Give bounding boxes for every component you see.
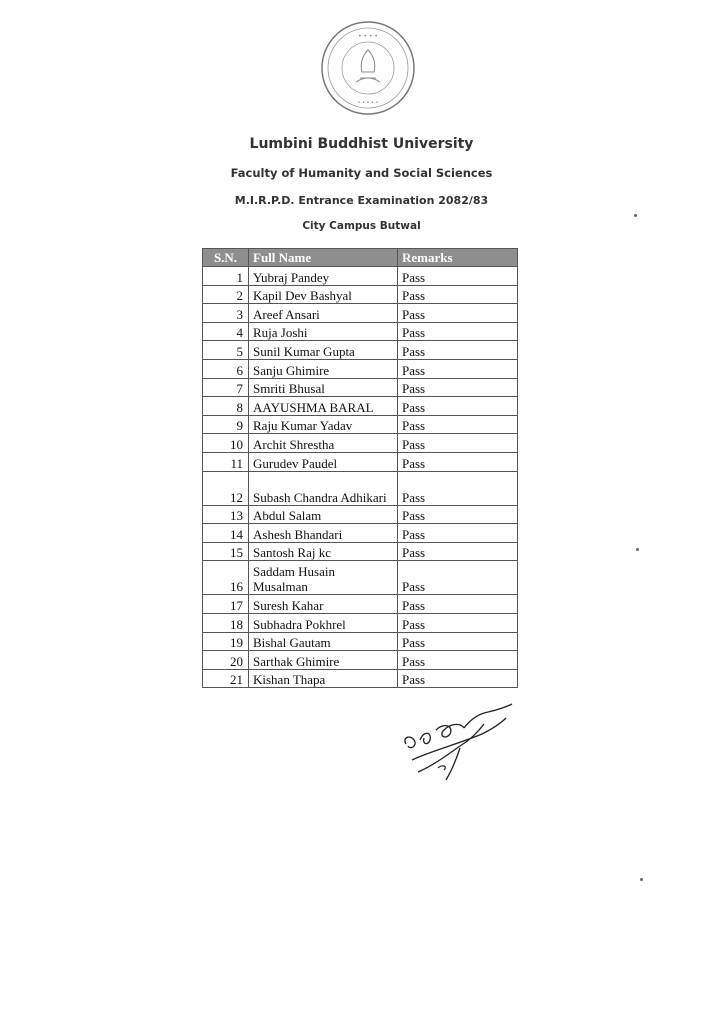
svg-text:• • • •: • • • • (358, 33, 378, 40)
scan-speck (636, 548, 639, 551)
exam-title: M.I.R.P.D. Entrance Examination 2082/83 (234, 194, 489, 207)
row-remarks: Pass (398, 285, 518, 304)
scan-speck (640, 878, 643, 881)
row-sn: 16 (203, 561, 249, 595)
column-header-full-name: Full Name (249, 249, 398, 267)
row-sn: 2 (203, 285, 249, 304)
table-row (203, 452, 518, 471)
row-sn: 17 (203, 595, 249, 614)
row-full-name: Raju Kumar Yadav (249, 415, 398, 434)
row-sn: 9 (203, 415, 249, 434)
table-row (203, 415, 518, 434)
row-remarks: Pass (398, 322, 518, 341)
table-row (203, 267, 518, 286)
table-row (203, 322, 518, 341)
table-row (203, 341, 518, 360)
table-row (203, 471, 518, 505)
row-full-name: Gurudev Paudel (249, 452, 398, 471)
row-full-name: Kapil Dev Bashyal (249, 285, 398, 304)
results-table-body (203, 267, 518, 688)
row-full-name: Areef Ansari (249, 304, 398, 323)
row-sn: 13 (203, 505, 249, 524)
row-full-name: Sanju Ghimire (249, 359, 398, 378)
row-sn: 15 (203, 542, 249, 561)
row-full-name: Ashesh Bhandari (249, 524, 398, 543)
row-remarks: Pass (398, 378, 518, 397)
row-sn: 7 (203, 378, 249, 397)
row-remarks: Pass (398, 304, 518, 323)
table-row (203, 595, 518, 614)
row-sn: 12 (203, 471, 249, 505)
table-row (203, 542, 518, 561)
table-header-row (203, 249, 518, 267)
table-row (203, 397, 518, 416)
university-seal-logo (320, 20, 416, 116)
row-full-name: Smriti Bhusal (249, 378, 398, 397)
row-sn: 20 (203, 651, 249, 670)
column-header-sn: S.N. (203, 249, 249, 267)
results-table (202, 248, 518, 688)
table-row (203, 561, 518, 595)
row-remarks: Pass (398, 651, 518, 670)
row-remarks: Pass (398, 452, 518, 471)
row-full-name: Subash Chandra Adhikari (249, 471, 398, 505)
row-remarks: Pass (398, 561, 518, 595)
row-full-name: Sarthak Ghimire (249, 651, 398, 670)
row-remarks: Pass (398, 267, 518, 286)
row-remarks: Pass (398, 542, 518, 561)
row-remarks: Pass (398, 415, 518, 434)
row-full-name: Yubraj Pandey (249, 267, 398, 286)
row-sn: 5 (203, 341, 249, 360)
row-full-name: Kishan Thapa (249, 669, 398, 688)
campus-name: City Campus Butwal (302, 220, 421, 232)
row-remarks: Pass (398, 359, 518, 378)
row-sn: 6 (203, 359, 249, 378)
table-row (203, 359, 518, 378)
row-full-name: Archit Shrestha (249, 434, 398, 453)
row-sn: 21 (203, 669, 249, 688)
row-full-name: Subhadra Pokhrel (249, 613, 398, 632)
row-sn: 14 (203, 524, 249, 543)
table-row (203, 613, 518, 632)
row-full-name: Santosh Raj kc (249, 542, 398, 561)
row-remarks: Pass (398, 524, 518, 543)
table-row (203, 669, 518, 688)
row-full-name: AAYUSHMA BARAL (249, 397, 398, 416)
row-sn: 11 (203, 452, 249, 471)
row-full-name: Bishal Gautam (249, 632, 398, 651)
row-remarks: Pass (398, 471, 518, 505)
table-row (203, 505, 518, 524)
table-row (203, 434, 518, 453)
row-remarks: Pass (398, 341, 518, 360)
table-row (203, 651, 518, 670)
row-full-name: Ruja Joshi (249, 322, 398, 341)
faculty-name: Faculty of Humanity and Social Sciences (230, 166, 493, 180)
row-sn: 1 (203, 267, 249, 286)
row-remarks: Pass (398, 434, 518, 453)
row-sn: 8 (203, 397, 249, 416)
row-full-name: Saddam Husain Musalman (249, 561, 398, 595)
handwritten-signature (398, 700, 518, 790)
table-row (203, 378, 518, 397)
table-row (203, 304, 518, 323)
row-full-name: Suresh Kahar (249, 595, 398, 614)
row-sn: 10 (203, 434, 249, 453)
row-sn: 3 (203, 304, 249, 323)
row-remarks: Pass (398, 595, 518, 614)
table-row (203, 285, 518, 304)
row-full-name: Sunil Kumar Gupta (249, 341, 398, 360)
row-sn: 18 (203, 613, 249, 632)
row-sn: 4 (203, 322, 249, 341)
column-header-remarks: Remarks (398, 249, 518, 267)
scan-speck (634, 214, 637, 217)
row-remarks: Pass (398, 632, 518, 651)
table-row (203, 632, 518, 651)
svg-text:• • • • •: • • • • • (357, 100, 379, 106)
row-full-name: Abdul Salam (249, 505, 398, 524)
row-remarks: Pass (398, 397, 518, 416)
row-remarks: Pass (398, 669, 518, 688)
table-row (203, 524, 518, 543)
row-sn: 19 (203, 632, 249, 651)
university-name: Lumbini Buddhist University (249, 136, 474, 152)
row-remarks: Pass (398, 613, 518, 632)
row-remarks: Pass (398, 505, 518, 524)
